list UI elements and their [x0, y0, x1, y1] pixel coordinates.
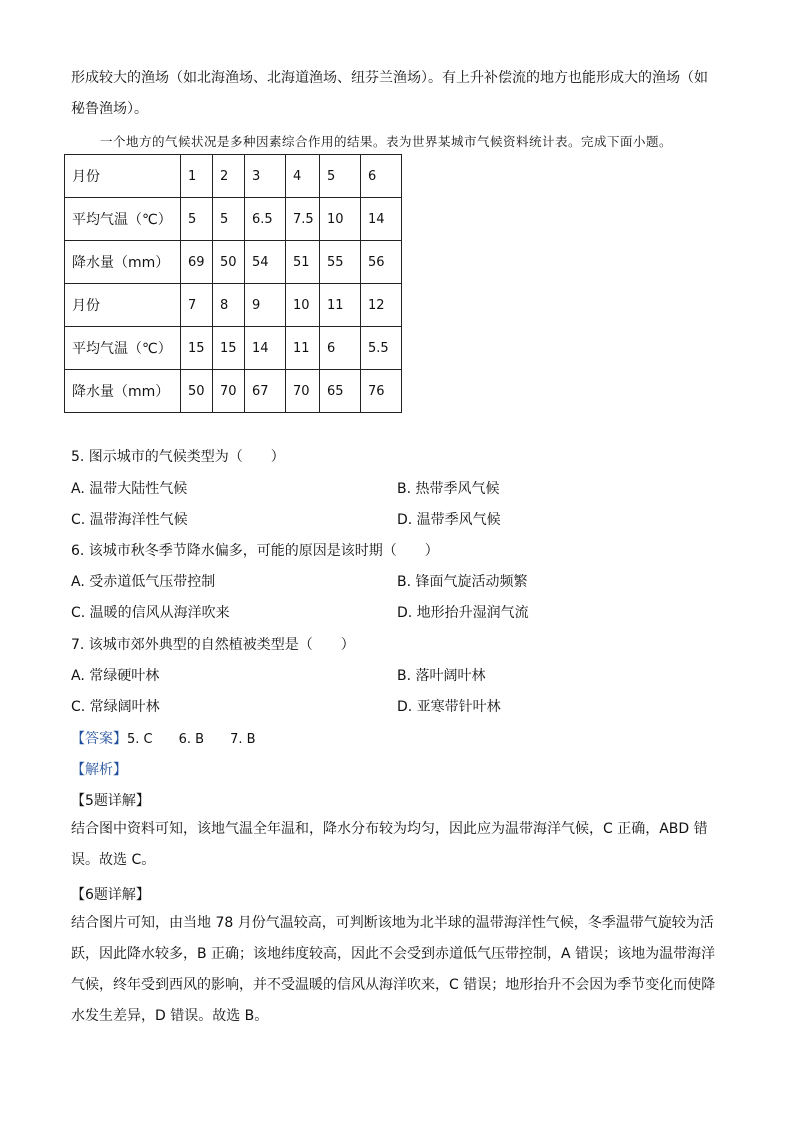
intro-line-2: 秘鲁渔场）。 — [71, 101, 148, 117]
table-cell: 51 — [286, 241, 320, 284]
answer-label: 【答案】 — [71, 731, 127, 747]
table-cell: 11 — [286, 327, 320, 370]
temp-row — [65, 198, 402, 241]
table-cell: 6 — [320, 327, 361, 370]
q5-option-b: B. 热带季风气候 — [397, 481, 500, 497]
month-row — [65, 284, 402, 327]
detail-6-line-3: 气候，终年受到西风的影响，并不受温暖的信风从海洋吹来，C 错误；地形抬升不会因为季节变化而使降 — [71, 977, 716, 993]
detail-5-label: 【5题详解】 — [71, 793, 150, 809]
q5-option-d: D. 温带季风气候 — [397, 512, 501, 528]
table-cell: 69 — [181, 241, 213, 284]
detail-5-line-2: 误。故选 C。 — [71, 852, 156, 868]
table-cell: 6.5 — [245, 198, 286, 241]
table-cell: 76 — [361, 370, 402, 413]
table-cell: 56 — [361, 241, 402, 284]
table-cell: 1 — [181, 155, 213, 198]
answer-5: 5. C — [127, 732, 153, 747]
intro-line-1: 形成较大的渔场（如北海渔场、北海道渔场、纽芬兰渔场）。有上升补偿流的地方也能形成大的渔场（如 — [71, 70, 708, 86]
detail-6-line-1: 结合图片可知，由当地 78 月份气温较高，可判断该地为北半球的温带海洋性气候，冬季温带气旋较为活 — [71, 915, 714, 931]
month-row — [65, 155, 402, 198]
answer-7: 7. B — [230, 732, 256, 747]
detail-6-label: 【6题详解】 — [71, 887, 150, 903]
table-cell: 50 — [213, 241, 245, 284]
temp-row — [65, 327, 402, 370]
table-cell: 10 — [286, 284, 320, 327]
table-cell: 14 — [245, 327, 286, 370]
question-stem: 一个地方的气候状况是多种因素综合作用的结果。表为世界某城市气候资料统计表。完成下面小题。 — [100, 134, 673, 149]
table-cell: 9 — [245, 284, 286, 327]
q6-option-a: A. 受赤道低气压带控制 — [71, 574, 216, 590]
answer-line — [71, 728, 256, 748]
table-cell: 67 — [245, 370, 286, 413]
analysis-label: 【解析】 — [71, 762, 127, 778]
precip-row — [65, 241, 402, 284]
table-cell: 55 — [320, 241, 361, 284]
question-7-stem: 7. 该城市郊外典型的自然植被类型是（ ） — [71, 637, 355, 653]
table-cell: 54 — [245, 241, 286, 284]
table-cell: 5 — [213, 198, 245, 241]
q6-option-c: C. 温暖的信风从海洋吹来 — [71, 605, 230, 621]
detail-5-line-1: 结合图中资料可知，该地气温全年温和，降水分布较为均匀，因此应为温带海洋气候，C 正确，ABD 错 — [71, 821, 708, 837]
precip-row — [65, 370, 402, 413]
table-cell: 14 — [361, 198, 402, 241]
q5-option-a: A. 温带大陆性气候 — [71, 481, 188, 497]
table-cell: 70 — [213, 370, 245, 413]
table-cell: 5 — [181, 198, 213, 241]
table-cell: 50 — [181, 370, 213, 413]
q7-option-a: A. 常绿硬叶林 — [71, 668, 160, 684]
q6-option-b: B. 锋面气旋活动频繁 — [397, 574, 528, 590]
answer-6: 6. B — [178, 732, 205, 747]
table-cell: 7.5 — [286, 198, 320, 241]
row-header-cell: 平均气温（℃） — [65, 327, 181, 370]
row-header-cell: 月份 — [65, 284, 181, 327]
table-cell: 8 — [213, 284, 245, 327]
table-cell: 5.5 — [361, 327, 402, 370]
row-header-cell: 月份 — [65, 155, 181, 198]
table-cell: 3 — [245, 155, 286, 198]
question-5-stem: 5. 图示城市的气候类型为（ ） — [71, 449, 285, 465]
row-header-cell: 降水量（mm） — [65, 241, 181, 284]
table-cell: 65 — [320, 370, 361, 413]
q6-option-d: D. 地形抬升湿润气流 — [397, 605, 529, 621]
detail-6-line-4: 水发生差异，D 错误。故选 B。 — [71, 1008, 269, 1024]
climate-table — [64, 154, 402, 413]
row-header-cell: 平均气温（℃） — [65, 198, 181, 241]
q7-option-c: C. 常绿阔叶林 — [71, 699, 160, 715]
q7-option-d: D. 亚寒带针叶林 — [397, 699, 501, 715]
q7-option-b: B. 落叶阔叶林 — [397, 668, 486, 684]
table-cell: 5 — [320, 155, 361, 198]
table-cell: 6 — [361, 155, 402, 198]
table-cell: 7 — [181, 284, 213, 327]
table-cell: 11 — [320, 284, 361, 327]
row-header-cell: 降水量（mm） — [65, 370, 181, 413]
table-cell: 12 — [361, 284, 402, 327]
q5-option-c: C. 温带海洋性气候 — [71, 512, 188, 528]
table-cell: 4 — [286, 155, 320, 198]
table-cell: 10 — [320, 198, 361, 241]
question-6-stem: 6. 该城市秋冬季节降水偏多，可能的原因是该时期（ ） — [71, 543, 439, 559]
table-cell: 2 — [213, 155, 245, 198]
table-cell: 15 — [213, 327, 245, 370]
table-cell: 15 — [181, 327, 213, 370]
detail-6-line-2: 跃，因此降水较多，B 正确；该地纬度较高，因此不会受到赤道低气压带控制，A 错误；该地为温带海洋 — [71, 946, 716, 962]
table-cell: 70 — [286, 370, 320, 413]
